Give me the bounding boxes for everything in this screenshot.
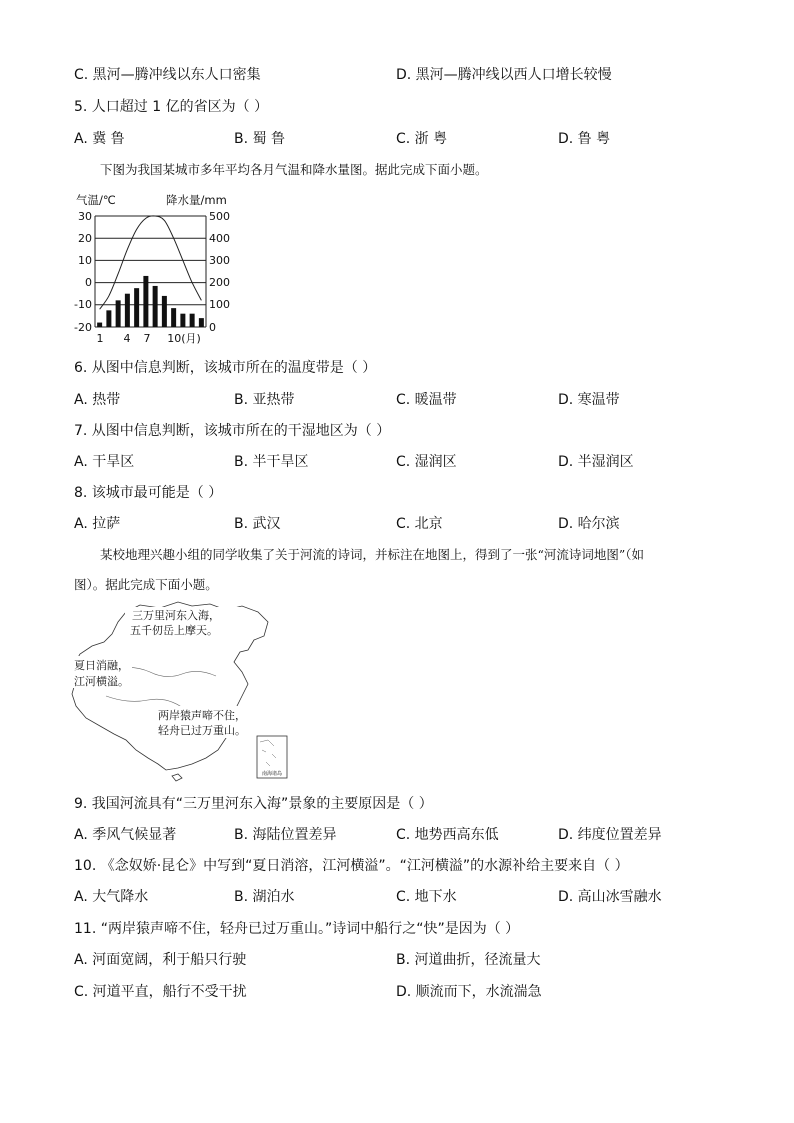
precip-bar-month-1 xyxy=(97,323,102,327)
left-tick-10: 10 xyxy=(78,254,92,267)
option-7d: D. 半湿润区 xyxy=(558,454,634,470)
option-9b: B. 海陆位置差异 xyxy=(234,827,337,843)
option-4c: C. 黑河—腾冲线以东人口密集 xyxy=(74,67,261,83)
chart-right-axis-label: 降水量/mm xyxy=(166,193,227,207)
option-8c: C. 北京 xyxy=(396,516,443,532)
option-8a: A. 拉萨 xyxy=(74,516,121,532)
option-11b: B. 河道曲折，径流量大 xyxy=(396,952,541,968)
option-10b: B. 湖泊水 xyxy=(234,889,295,905)
option-11d: D. 顺流而下，水流湍急 xyxy=(396,984,542,1000)
option-6c: C. 暖温带 xyxy=(396,392,457,408)
option-10a: A. 大气降水 xyxy=(74,889,149,905)
precip-bar-month-3 xyxy=(116,300,121,327)
option-9a: A. 季风气候显著 xyxy=(74,827,177,843)
precip-bar-month-4 xyxy=(125,294,130,327)
left-tick-minus10: -10 xyxy=(74,298,92,311)
precip-bar-month-9 xyxy=(171,308,176,327)
precip-bar-month-12 xyxy=(199,318,204,327)
option-7b: B. 半干旱区 xyxy=(234,454,309,470)
south-china-sea-inset xyxy=(257,736,287,778)
option-7a: A. 干旱区 xyxy=(74,454,135,470)
question-6: 6. 从图中信息判断，该城市所在的温度带是（ ） xyxy=(74,360,377,376)
option-11a: A. 河面宽阔，利于船只行驶 xyxy=(74,952,247,968)
intro-river-poems-line1: 某校地理兴趣小组的同学收集了关于河流的诗词，并标注在地图上，得到了一张“河流诗词地图”（如 xyxy=(100,547,645,562)
option-8d: D. 哈尔滨 xyxy=(558,516,620,532)
inset-label: 南海诸岛 xyxy=(261,771,283,777)
intro-climate: 下图为我国某城市多年平均各月气温和降水量图。据此完成下面小题。 xyxy=(100,162,488,177)
option-7c: C. 湿润区 xyxy=(396,454,457,470)
question-5: 5. 人口超过 1 亿的省区为（ ） xyxy=(74,99,269,115)
right-tick-400: 400 xyxy=(209,232,230,245)
right-tick-0: 0 xyxy=(209,321,216,334)
precip-bar-month-8 xyxy=(162,296,167,327)
option-5a: A. 冀 鲁 xyxy=(74,131,125,147)
precip-bar-month-10 xyxy=(180,314,185,327)
hainan-island xyxy=(172,774,182,781)
left-tick-0: 0 xyxy=(85,276,92,289)
option-9c: C. 地势西高东低 xyxy=(396,827,499,843)
left-tick-minus20: -20 xyxy=(74,321,92,334)
x-tick-10: 10(月) xyxy=(167,332,201,345)
precipitation-bars xyxy=(97,276,204,327)
option-5d: D. 鲁 粤 xyxy=(558,131,611,147)
right-tick-200: 200 xyxy=(209,276,230,289)
left-tick-20: 20 xyxy=(78,232,92,245)
left-tick-30: 30 xyxy=(78,210,92,223)
right-tick-300: 300 xyxy=(209,254,230,267)
question-10: 10. 《念奴娇·昆仑》中写到“夏日消溶，江河横溢”。“江河横溢”的水源补给主要来自（ ） xyxy=(74,858,629,874)
poem1-line2: 五千仞岳上摩天。 xyxy=(130,624,218,637)
x-tick-1: 1 xyxy=(96,332,104,345)
climate-chart xyxy=(70,190,230,345)
option-6d: D. 寒温带 xyxy=(558,392,620,408)
river-poem-map xyxy=(70,600,292,782)
precip-bar-month-6 xyxy=(143,276,148,327)
poem2-line2: 江河横溢。 xyxy=(74,675,129,688)
intro-river-poems-line2: 图）。据此完成下面小题。 xyxy=(74,577,218,592)
question-8: 8. 该城市最可能是（ ） xyxy=(74,485,223,501)
precip-bar-month-7 xyxy=(153,286,158,327)
precip-bar-month-11 xyxy=(190,314,195,327)
precip-bar-month-2 xyxy=(106,310,111,327)
poem3-line1: 两岸猿声啼不住， xyxy=(158,709,246,722)
poem1-line1: 三万里河东入海， xyxy=(132,609,220,622)
temperature-curve xyxy=(100,216,202,309)
right-tick-500: 500 xyxy=(209,210,230,223)
option-6a: A. 热带 xyxy=(74,392,121,408)
poem2-line1: 夏日消融， xyxy=(74,659,129,672)
option-10d: D. 高山冰雪融水 xyxy=(558,889,662,905)
question-7: 7. 从图中信息判断，该城市所在的干湿地区为（ ） xyxy=(74,423,391,439)
chart-left-axis-label: 气温/℃ xyxy=(76,193,116,207)
precip-bar-month-5 xyxy=(134,288,139,327)
option-10c: C. 地下水 xyxy=(396,889,457,905)
option-5c: C. 浙 粤 xyxy=(396,131,448,147)
poem3-line2: 轻舟已过万重山。 xyxy=(158,724,246,737)
option-6b: B. 亚热带 xyxy=(234,392,295,408)
right-tick-100: 100 xyxy=(209,298,230,311)
question-9: 9. 我国河流具有“三万里河东入海”景象的主要原因是（ ） xyxy=(74,796,433,812)
option-5b: B. 蜀 鲁 xyxy=(234,131,285,147)
option-11c: C. 河道平直，船行不受干扰 xyxy=(74,984,247,1000)
x-tick-7: 7 xyxy=(143,332,151,345)
option-8b: B. 武汉 xyxy=(234,516,281,532)
option-4d: D. 黑河—腾冲线以西人口增长较慢 xyxy=(396,67,612,83)
x-tick-4: 4 xyxy=(123,332,131,345)
option-9d: D. 纬度位置差异 xyxy=(558,827,662,843)
question-11: 11. “两岸猿声啼不住，轻舟已过万重山。”诗词中船行之“快”是因为（ ） xyxy=(74,921,520,937)
